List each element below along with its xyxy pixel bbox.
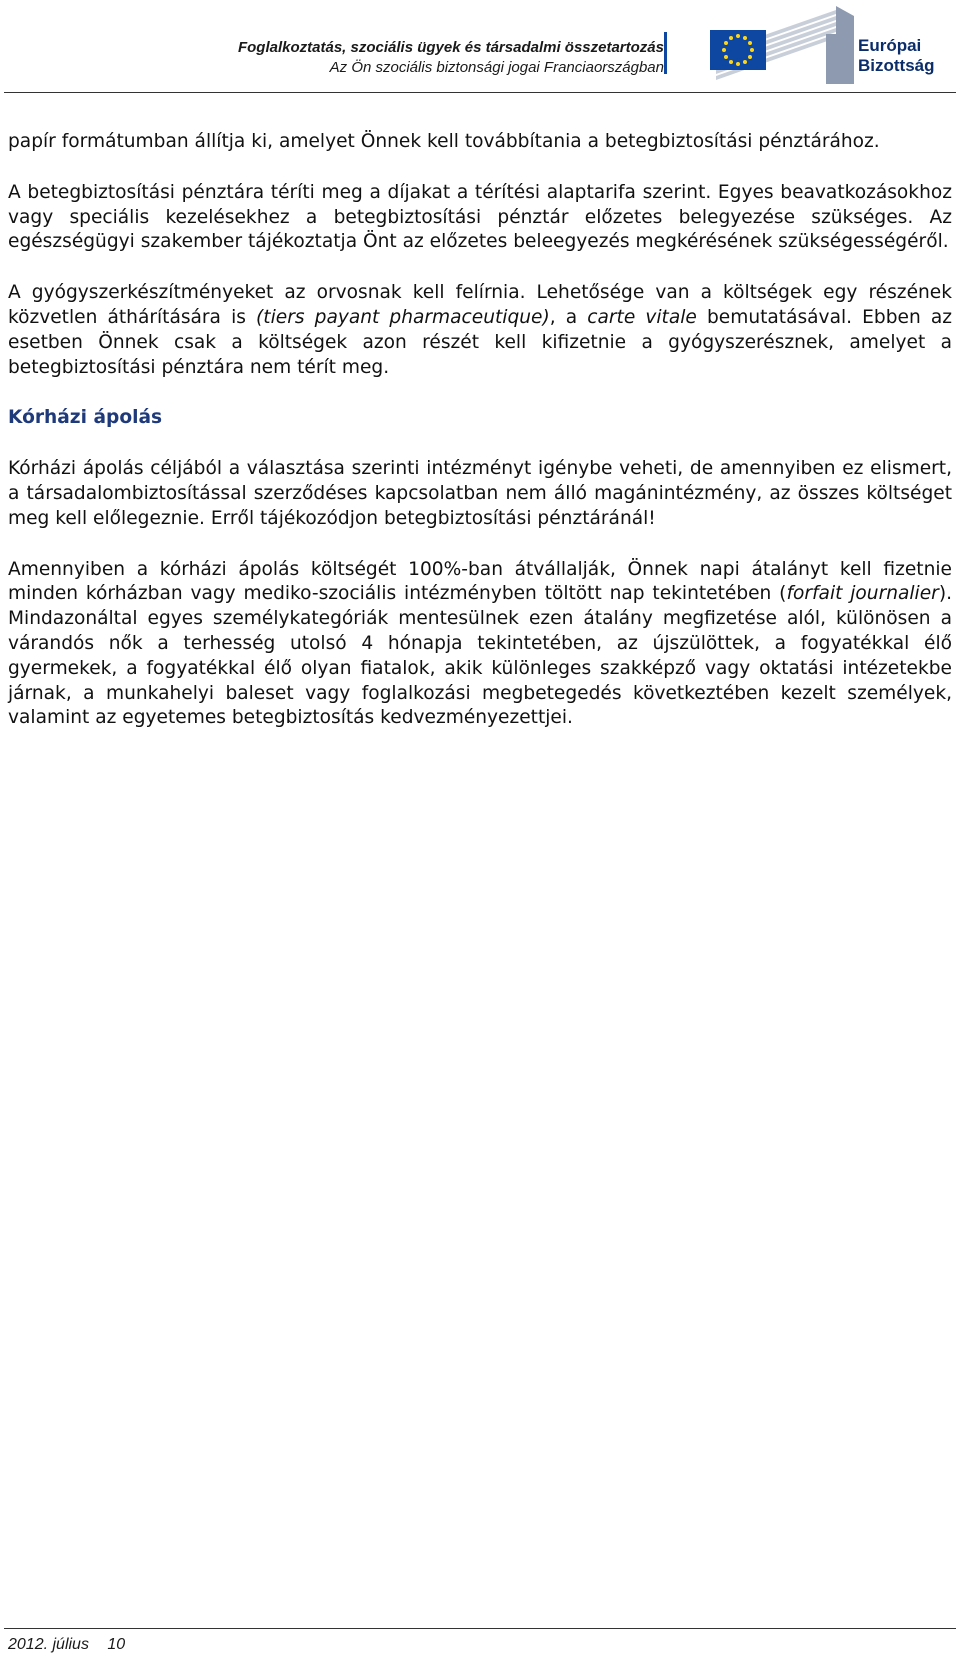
logo-text — [858, 36, 935, 76]
paragraph-3-text-a: A gyógyszerkészítményeket az orvosnak kell felírnia. Lehetősége van a költségek egy részének közvetlen áthárítására is — [8, 282, 952, 328]
paragraph-5-emphasis: forfait journalier — [786, 583, 939, 605]
paragraph-4: Kórházi ápolás céljából a választása szerinti intézményt igénybe veheti, de amennyiben ez elismert, a társadalombiztosítással szerződéses kapcsolatban nem álló magánintézmény, az összes költséget meg kell előlegeznie. Erről tájékozódjon betegbiztosítási pénztáránál! — [8, 458, 952, 529]
page-number: 10 — [107, 1636, 126, 1653]
paragraph-1: papír formátumban állítja ki, amelyet Önnek kell továbbítania a betegbiztosítási pénztárához. — [8, 131, 880, 152]
paragraph-2: A betegbiztosítási pénztára téríti meg a díjakat a térítési alaptarifa szerint. Egyes beavatkozásokhoz vagy speciális kezelésekhez a betegbiztosítási pénztár előzetes belegyezése szükséges. Az egészségügyi szakember tájékoztatja Önt az előzetes beleegyezés megkérésének szükségességéről. — [8, 181, 952, 253]
paragraph-3-emphasis-1: (tiers payant pharmaceutique) — [256, 306, 550, 328]
header-separator — [664, 32, 667, 74]
document-body — [8, 130, 952, 757]
paragraph-3 — [8, 281, 952, 380]
header-text — [238, 38, 664, 78]
header-subtitle: Az Ön szociális biztonsági jogai Franciaországban — [329, 59, 664, 76]
paragraph-3-emphasis-2: carte vitale — [587, 306, 697, 328]
section-heading: Kórházi ápolás — [8, 407, 163, 429]
header-rule — [4, 92, 956, 93]
page-header — [0, 0, 960, 92]
footer-date: 2012. július — [8, 1636, 89, 1653]
page-footer — [8, 1635, 125, 1655]
logo-line1: Európai — [858, 36, 922, 55]
footer-rule — [4, 1628, 956, 1629]
header-title: Foglalkoztatás, szociális ügyek és társadalmi összetartozás — [237, 39, 664, 56]
paragraph-3-text-c: bemutatásával. Ebben az esetben Önnek csak a költségek azon részét kell kifizetnie a gyógyszerésznek, amelyet a betegbiztosítási pénztára nem térít meg. — [8, 306, 952, 378]
paragraph-3-text-b: , a — [549, 306, 588, 328]
paragraph-5-text-a: Amennyiben a kórházi ápolás költségét 100%-ban átvállalják, Önnek napi átalányt kell fizetnie minden kórházban vagy mediko-szociális intézményben töltött nap tekintetében ( — [8, 558, 952, 605]
logo-line2: Bizottság — [858, 56, 935, 75]
paragraph-5 — [8, 558, 952, 732]
paragraph-5-text-b: ). Mindazonáltal egyes személykategóriák mentesülnek ezen átalány megfizetése alól, különösen a várandós nők a terhesség utolsó 4 hónapja tekintetében, az újszülöttek, a fogyatékkal élő gyermekek, a fogyatékkal élő olyan fiatalok, akik különleges szakképző vagy oktatási intézetekbe járnak, a munkahelyi baleset vagy foglalkozási megbetegedés következtében kezelt személyek, valamint az egyetemes betegbiztosítás kedvezményezettjei. — [8, 583, 952, 729]
